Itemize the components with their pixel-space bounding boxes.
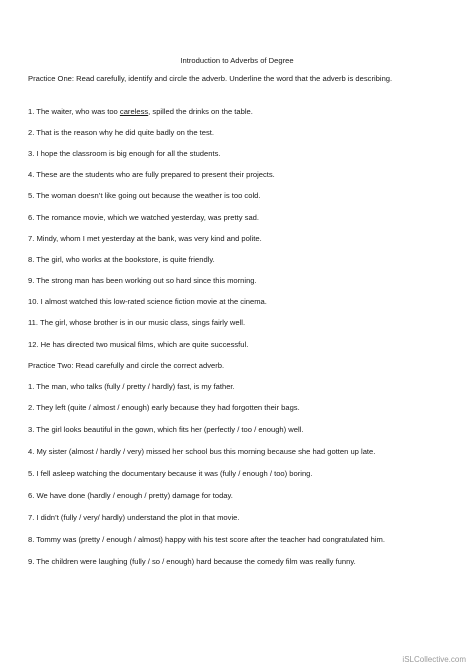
site-watermark: iSLCollective.com (402, 655, 466, 664)
practice-two-item-8: 8. Tommy was (pretty / enough / almost) happy with his test score after the teacher had congratulated him. (28, 535, 385, 544)
practice-two-item-4: 4. My sister (almost / hardly / very) missed her school bus this morning because she had gotten up late. (28, 447, 376, 456)
practice-one-item-7: 7. Mindy, whom I met yesterday at the bank, was very kind and polite. (28, 234, 262, 243)
practice-one-item-3: 3. I hope the classroom is big enough for all the students. (28, 149, 221, 158)
page-title: Introduction to Adverbs of Degree (180, 56, 294, 65)
practice-one-item-4: 4. These are the students who are fully prepared to present their projects. (28, 170, 275, 179)
practice-two-item-2: 2. They left (quite / almost / enough) early because they had forgotten their bags. (28, 403, 300, 412)
item-1-before: 1. The waiter, who was too (28, 107, 120, 116)
practice-two-item-1: 1. The man, who talks (fully / pretty / hardly) fast, is my father. (28, 382, 235, 391)
practice-one-item-10: 10. I almost watched this low-rated science fiction movie at the cinema. (28, 297, 267, 306)
item-1-underlined-word: careless (119, 107, 149, 116)
practice-one-item-6: 6. The romance movie, which we watched yesterday, was pretty sad. (28, 213, 260, 222)
practice-two-item-9: 9. The children were laughing (fully / so / enough) hard because the comedy film was really funny. (28, 557, 356, 566)
practice-one-instruction: Practice One: Read carefully, identify and circle the adverb. Underline the word that the adverb is describing. (28, 74, 393, 83)
practice-two-item-5: 5. I fell asleep watching the documentary because it was (fully / enough / too) boring. (28, 469, 313, 478)
practice-two-item-3: 3. The girl looks beautiful in the gown, which fits her (perfectly / too / enough) well. (28, 425, 304, 434)
practice-one-item-5: 5. The woman doesn’t like going out because the weather is too cold. (28, 191, 261, 200)
practice-one-item-12: 12. He has directed two musical films, which are quite successful. (28, 340, 249, 349)
practice-one-item-1 (28, 107, 458, 117)
practice-one-item-9: 9. The strong man has been working out so hard since this morning. (28, 276, 257, 285)
item-1-after: , spilled the drinks on the table. (148, 107, 253, 116)
practice-two-item-7: 7. I didn’t (fully / very/ hardly) understand the plot in that movie. (28, 513, 240, 522)
practice-one-item-11: 11. The girl, whose brother is in our music class, sings fairly well. (28, 318, 246, 327)
practice-one-item-8: 8. The girl, who works at the bookstore, is quite friendly. (28, 255, 215, 264)
practice-one-item-2: 2. That is the reason why he did quite badly on the test. (28, 128, 215, 137)
practice-two-instruction: Practice Two: Read carefully and circle the correct adverb. (28, 361, 225, 370)
practice-two-item-6: 6. We have done (hardly / enough / pretty) damage for today. (28, 491, 233, 500)
